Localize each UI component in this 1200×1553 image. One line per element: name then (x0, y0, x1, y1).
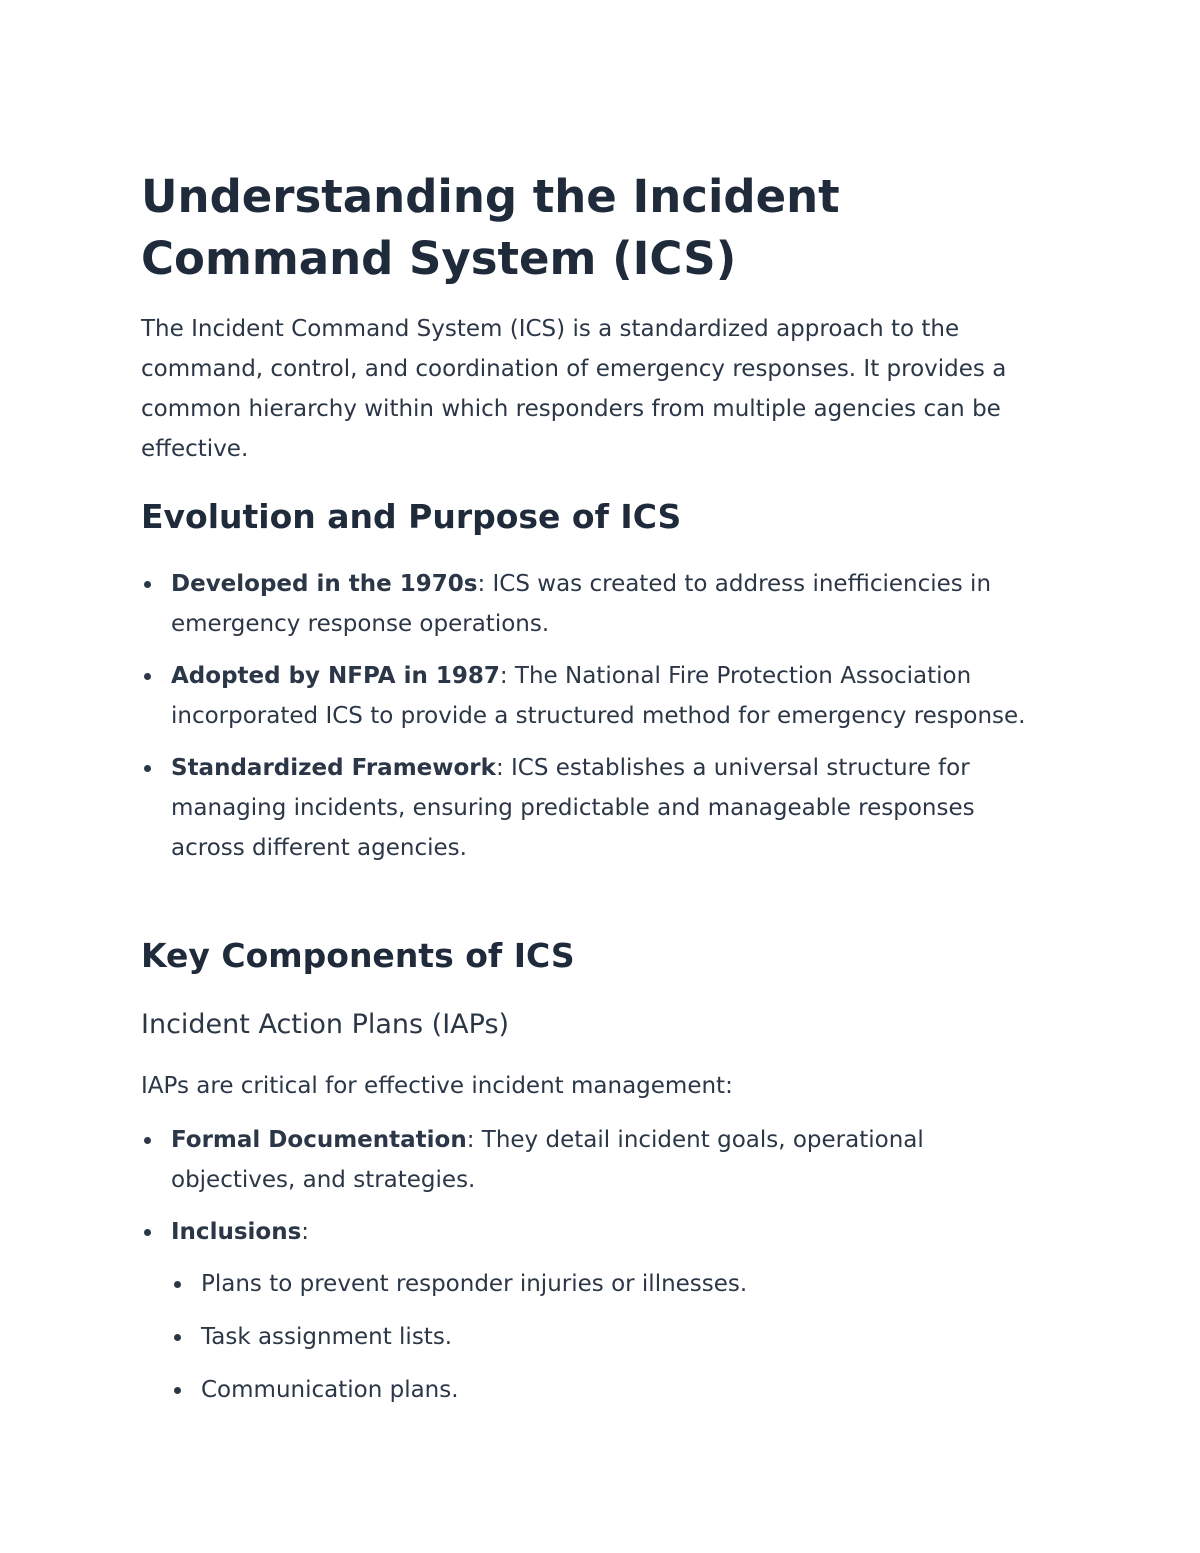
subsection-heading-iap: Incident Action Plans (IAPs) (141, 1009, 510, 1040)
list-item-term: Standardized Framework (171, 755, 496, 781)
list-item: Adopted by NFPA in 1987: The National Fire Protection Association incorporated ICS to provide a structured method for emergency response. (141, 656, 1041, 736)
section-heading-evolution: Evolution and Purpose of ICS (141, 497, 682, 536)
iap-list (141, 1120, 1041, 1423)
sublist-item-text: Communication plans. (201, 1377, 459, 1403)
list-item: Standardized Framework: ICS establishes a universal structure for managing incidents, ensuring predictable and manageable responses across different agencies. (141, 748, 1041, 868)
bullet-icon (144, 1137, 151, 1144)
list-item: Developed in the 1970s: ICS was created to address inefficiencies in emergency response operations. (141, 564, 1041, 644)
bullet-icon (144, 673, 151, 680)
list-item-text: They detail incident goals, operational objectives, and strategies. (171, 1127, 924, 1193)
list-item-term: Formal Documentation (171, 1127, 467, 1153)
page-title: Understanding the Incident Command System (ICS) (141, 170, 840, 285)
bullet-icon (144, 581, 151, 588)
evolution-list (141, 564, 1041, 880)
bullet-icon (174, 1281, 181, 1288)
list-item: Inclusions: Plans to prevent responder injuries or illnesses. Task assignment lists. Communication plans. (141, 1212, 1041, 1410)
list-item-text: The National Fire Protection Association incorporated ICS to provide a structured method for emergency response. (171, 663, 1026, 729)
list-item-term: Adopted by NFPA in 1987 (171, 663, 500, 689)
sublist-item (171, 1317, 1041, 1357)
sublist-item-text: Plans to prevent responder injuries or illnesses. (201, 1271, 748, 1297)
list-item: Formal Documentation: They detail incident goals, operational objectives, and strategies. (141, 1120, 1041, 1200)
iap-lead-paragraph: IAPs are critical for effective incident management: (141, 1073, 733, 1099)
list-item-text: ICS was created to address inefficiencies in emergency response operations. (171, 571, 992, 637)
intro-paragraph: The Incident Command System (ICS) is a standardized approach to the command, control, and coordination of emergency responses. It provides a common hierarchy within which responders from multiple agencies can be effective. (141, 316, 1007, 462)
bullet-icon (174, 1334, 181, 1341)
sublist-item-text: Task assignment lists. (201, 1324, 453, 1350)
list-item-term: Inclusions (171, 1219, 302, 1245)
list-item-term: Developed in the 1970s (171, 571, 478, 597)
section-heading-key-components: Key Components of ICS (141, 936, 575, 975)
inclusions-sublist (171, 1264, 1041, 1410)
list-item-text: ICS establishes a universal structure for managing incidents, ensuring predictable and manageable responses across different agencies. (171, 755, 975, 861)
sublist-item (171, 1370, 1041, 1410)
bullet-icon (144, 765, 151, 772)
sublist-item (171, 1264, 1041, 1304)
bullet-icon (174, 1387, 181, 1394)
bullet-icon (144, 1229, 151, 1236)
